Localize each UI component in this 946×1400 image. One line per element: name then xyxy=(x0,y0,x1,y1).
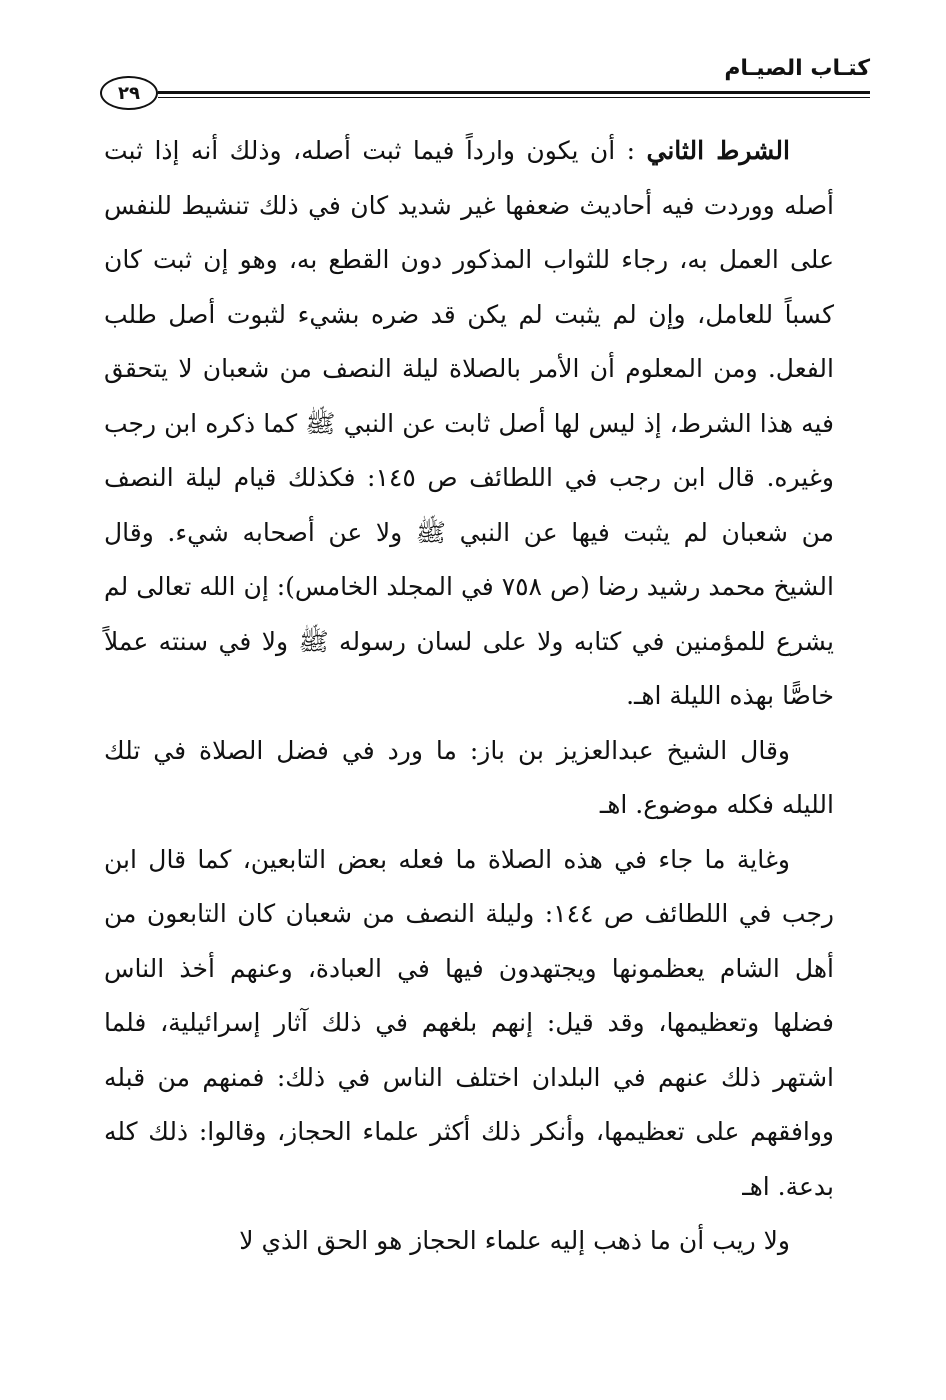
paragraph-1 xyxy=(104,124,834,724)
page-body xyxy=(104,124,834,1269)
page-number: ٢٩ xyxy=(100,76,158,110)
paragraph-3: وغاية ما جاء في هذه الصلاة ما فعله بعض التابعين، كما قال ابن رجب في اللطائف ص ١٤٤: وليلة النصف من شعبان كان التابعون من أهل الشام يعظمونها ويجتهدون فيها في العبادة، وعنهم أخذ الناس فضلها وتعظيمها، وقد قيل: إنهم بلغهم في ذلك آثار إسرائيلية، فلما اشتهر ذلك عنهم في البلدان اختلف الناس في ذلك: فمنهم من قبله ووافقهم على تعظيمها، وأنكر ذلك أكثر علماء الحجاز، وقالوا: ذلك كله بدعة. اهـ xyxy=(104,844,834,1201)
condition-heading: الشرط الثاني xyxy=(646,136,790,165)
header-rule xyxy=(158,91,870,94)
paragraph-1-text: : أن يكون وارداً فيما ثبت أصله، وذلك أنه إذا ثبت أصله ووردت فيه أحاديث ضعفها غير شديد كان في ذلك تنشيط للنفس على العمل به، رجاء للثواب المذكور دون القطع به، وهو إن ثبت كان كسباً للعامل، وإن لم يثبت لم يكن قد ضره بشيء لثبوت أصل طلب الفعل. ومن المعلوم أن الأمر بالصلاة ليلة النصف من شعبان لا يتحقق فيه هذا الشرط، إذ ليس لها أصل ثابت عن النبي ﷺ كما ذكره ابن رجب وغيره. قال ابن رجب في اللطائف ص ١٤٥: فكذلك قيام ليلة النصف من شعبان لم يثبت فيها عن النبي ﷺ ولا عن أصحابه شيء. وقال الشيخ محمد رشيد رضا (ص ٧٥٨ في المجلد الخامس): إن الله تعالى لم يشرع للمؤمنين في كتابه ولا على لسان رسوله ﷺ ولا في سنته عملاً خاصًّا بهذه الليلة اهـ. xyxy=(104,136,835,710)
paragraph-2: وقال الشيخ عبدالعزيز بن باز: ما ورد في فضل الصلاة في تلك الليله فكله موضوع. اهـ xyxy=(104,735,834,819)
running-header xyxy=(100,50,870,110)
book-title: كتـاب الصيـام xyxy=(724,56,870,81)
header-rule-thin xyxy=(158,97,870,98)
paragraph-4: ولا ريب أن ما ذهب إليه علماء الحجاز هو الحق الذي لا xyxy=(239,1226,790,1255)
